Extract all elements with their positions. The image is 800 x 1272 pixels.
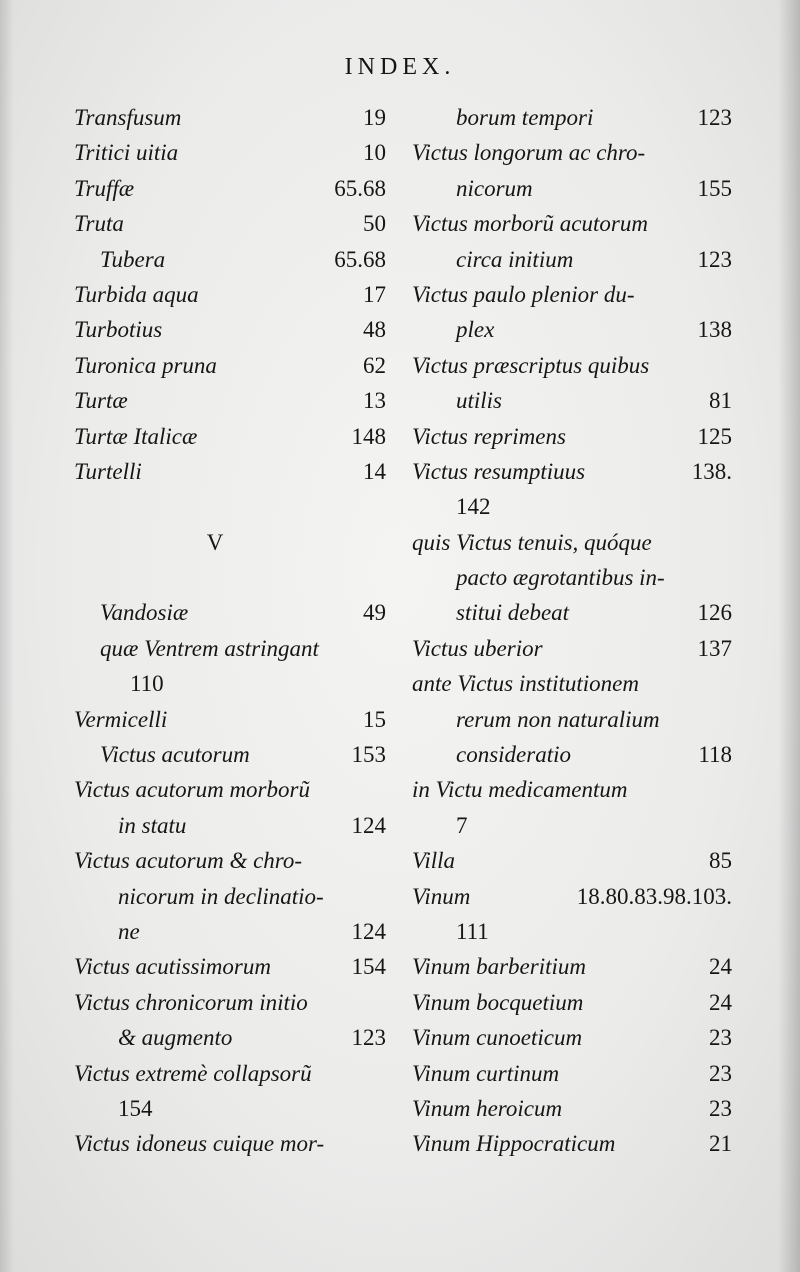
- index-entry-continued: ne 124: [118, 918, 386, 944]
- index-entry-continued: nicorum 155: [456, 175, 732, 201]
- blank-line: [74, 560, 386, 595]
- index-entry: Vinum curtinum 23: [412, 1060, 732, 1086]
- index-entry: Truta 50: [74, 211, 386, 237]
- index-entry-continued: & augmento 123: [118, 1025, 386, 1051]
- index-entry-continued: nicorum in declinatio-: [118, 883, 324, 909]
- index-entry-continued: plex 138: [456, 317, 732, 343]
- index-entry: Victus reprimens 125: [412, 423, 732, 449]
- index-entry: Turonica pruna 62: [74, 352, 386, 378]
- index-entry-continued: circa initium 123: [456, 246, 732, 272]
- index-entry: Victus uberior 137: [412, 635, 732, 661]
- index-entry-continued: borum tempori 123: [456, 105, 732, 130]
- index-entry: Vinum 18.80.83.98.103.: [412, 883, 732, 909]
- index-entry: Victus idoneus cuique mor-: [74, 1131, 325, 1157]
- index-entry-continued: 142: [456, 494, 491, 520]
- index-entry: Victus paulo plenior du-: [412, 281, 635, 307]
- index-entry-continued: 154: [118, 1095, 153, 1121]
- index-entry: Vinum barberitium 24: [412, 954, 732, 980]
- section-letter: V: [206, 529, 224, 555]
- index-entry: Tritici uitia 10: [74, 140, 386, 166]
- index-entry: Turbotius 48: [74, 317, 386, 343]
- index-entry-continued: rerum non naturalium: [456, 706, 660, 732]
- index-entry: Victus præscriptus quibus: [412, 352, 650, 378]
- index-entry: Vandosiæ 49: [100, 600, 386, 626]
- index-entry-continued: utilis 81: [456, 388, 732, 414]
- blank-line: [74, 489, 386, 524]
- index-entry: Victus extremè collapsorũ: [74, 1060, 312, 1086]
- index-entry-continued: 111: [456, 918, 489, 944]
- index-entry-continued: pacto ægrotantibus in-: [456, 565, 665, 591]
- index-entry: Victus acutissimorum 154: [74, 954, 386, 980]
- index-entry: Vinum Hippocraticum 21: [412, 1131, 732, 1157]
- index-entry: Transfusum 19: [74, 105, 386, 130]
- index-entry: in Victu medicamentum: [412, 777, 628, 803]
- index-entry: Victus acutorum morborũ: [74, 777, 310, 803]
- index-entry: Victus acutorum & chro-: [74, 848, 303, 874]
- index-entry: Victus longorum ac chro-: [412, 140, 646, 166]
- index-entry: Turbida aqua 17: [74, 281, 386, 307]
- index-entry: Victus chronicorum initio: [74, 989, 308, 1015]
- index-entry: Villa 85: [412, 848, 732, 874]
- index-entry: ante Victus institutionem: [412, 671, 639, 697]
- index-entry-continued: consideratio 118: [456, 742, 732, 768]
- index-entry: Tubera 65.68: [100, 246, 386, 272]
- index-column-right: [412, 100, 732, 1162]
- index-entry: Turtæ Italicæ 148: [74, 423, 386, 449]
- index-entry-continued: stitui debeat 126: [456, 600, 732, 626]
- index-column-left: [74, 100, 386, 1162]
- index-entry: Vinum bocquetium 24: [412, 989, 732, 1015]
- index-entry: Victus resumptiuus 138.: [412, 458, 732, 484]
- index-entry: quæ Ventrem astringant: [100, 635, 319, 661]
- index-entry: Vinum cunoeticum 23: [412, 1025, 732, 1051]
- index-entry: Victus acutorum 153: [100, 742, 386, 768]
- index-entry: Vinum heroicum 23: [412, 1095, 732, 1121]
- page-header: INDEX.: [344, 54, 456, 80]
- index-entry-continued: in statu 124: [118, 812, 386, 838]
- index-entry-continued: 7: [456, 812, 468, 838]
- index-entry: Turtæ 13: [74, 388, 386, 414]
- index-entry: Turtelli 14: [74, 458, 386, 484]
- index-entry: Vermicelli 15: [74, 706, 386, 732]
- index-entry: quis Victus tenuis, quóque: [412, 529, 652, 555]
- index-entry: Victus morborũ acutorum: [412, 211, 648, 237]
- index-entry: Truffæ 65.68: [74, 175, 386, 201]
- index-entry-continued: 110: [130, 671, 164, 697]
